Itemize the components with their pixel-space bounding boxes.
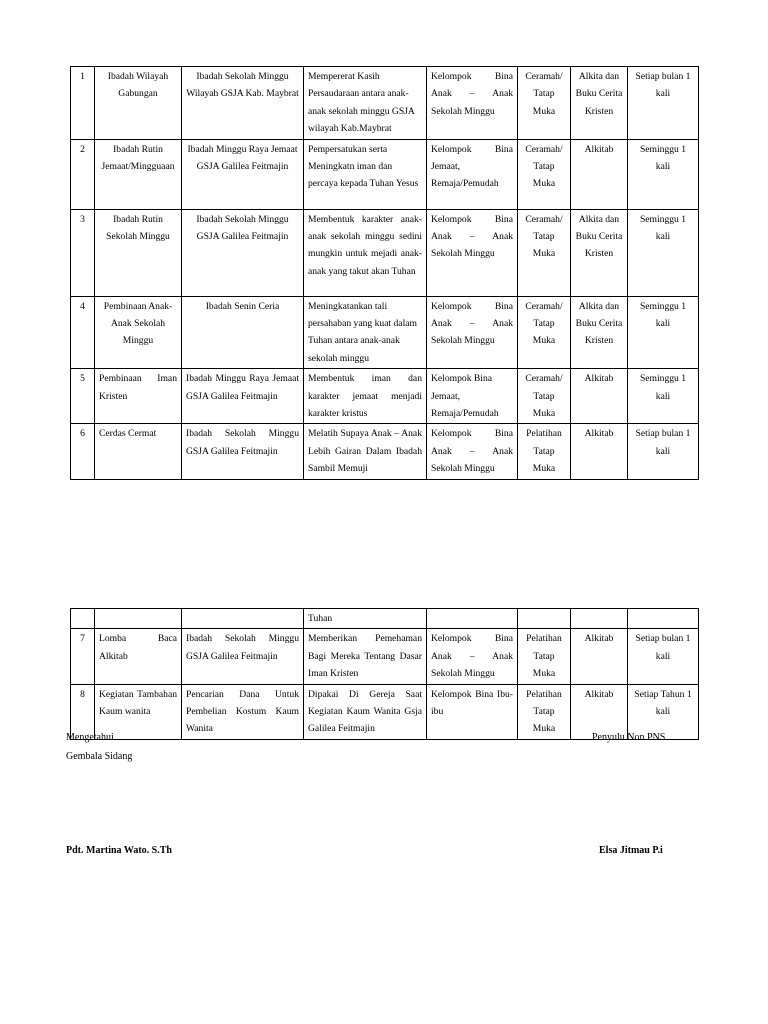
activity-name: Lomba Baca Alkitab (95, 629, 182, 684)
method: Pelatihan Tatap Muka (518, 424, 571, 479)
row-number: 4 (71, 296, 95, 369)
activity-goal: Dipakai Di Gereja Saat Kegiatan Kaum Wanita Gsja Galilea Feitmajin (304, 684, 427, 739)
method: Ceramah/ Tatap Muka (518, 369, 571, 424)
table-row (71, 209, 699, 296)
counselor-title: Penyulu Non PNS (592, 732, 666, 743)
row-number: 3 (71, 209, 95, 296)
table-row (71, 67, 699, 140)
media: Alkita dan Buku Cerita Kristen (571, 209, 628, 296)
activity-form: Pencarian Dana Untuk Pembelian Kostum Kaum Wanita (182, 684, 304, 739)
target-group: Kelompok Bina Anak – Anak Sekolah Minggu (427, 629, 518, 684)
media: Alkitab (571, 139, 628, 209)
activity-name: Pembinaan Iman Kristen (95, 369, 182, 424)
activity-goal: Meningkatankan tali persahaban yang kuat dalam Tuhan antara anak-anak sekolah minggu (304, 296, 427, 369)
row-number: 7 (71, 629, 95, 684)
activity-form: Ibadah Minggu Raya Jemaat GSJA Galilea Feitmajin (182, 139, 304, 209)
activity-goal: Melatih Supaya Anak – Anak Lebih Gairan Dalam Ibadah Sambil Memuji (304, 424, 427, 479)
target-group: Kelompok Bina Anak – Anak Sekolah Minggu (427, 67, 518, 140)
method: Ceramah/ Tatap Muka (518, 67, 571, 140)
activity-name: Ibadah Rutin Jemaat/Mingguaan (95, 139, 182, 209)
method: Ceramah/ Tatap Muka (518, 209, 571, 296)
target-group: Kelompok Bina Anak – Anak Sekolah Minggu (427, 209, 518, 296)
activity-goal: Membentuk karakter anak-anak sekolah minggu sedini mungkin untuk mejadi anak-anak yang takut akan Tuhan (304, 209, 427, 296)
row-number: 6 (71, 424, 95, 479)
table-row (71, 296, 699, 369)
target-group: Kelompok Bina Anak – Anak Sekolah Minggu (427, 296, 518, 369)
acknowledged-label: Mengetahui (66, 732, 114, 743)
counselor-name: Elsa Jitmau P.i (599, 845, 663, 856)
method: Ceramah/ Tatap Muka (518, 139, 571, 209)
activity-name: Ibadah Rutin Sekolah Minggu (95, 209, 182, 296)
activity-name: Cerdas Cermat (95, 424, 182, 479)
activity-name: Kegiatan Tambahan Kaum wanita (95, 684, 182, 739)
schedule: Seminggu 1 kali (628, 369, 699, 424)
program-table-part-1 (70, 66, 699, 480)
method: Pelatihan Tatap Muka (518, 684, 571, 739)
media: Alkitab (571, 369, 628, 424)
activity-form: Ibadah Senin Ceria (182, 296, 304, 369)
activity-goal-continued: Tuhan (304, 609, 427, 629)
pastor-title: Gembala Sidang (66, 751, 133, 762)
table-row (71, 424, 699, 479)
schedule: Setiap Tahun 1 kali (628, 684, 699, 739)
activity-form: Ibadah Sekolah Minggu GSJA Galilea Feitmajin (182, 424, 304, 479)
activity-form: Ibadah Minggu Raya Jemaat GSJA Galilea Feitmajin (182, 369, 304, 424)
media: Alkita dan Buku Cerita Kristen (571, 67, 628, 140)
media: Alkita dan Buku Cerita Kristen (571, 296, 628, 369)
schedule: Seminggu 1 kali (628, 139, 699, 209)
schedule: Setiap bulan 1 kali (628, 67, 699, 140)
activity-name: Ibadah Wilayah Gabungan (95, 67, 182, 140)
schedule: Setiap bulan 1 kali (628, 424, 699, 479)
row-number: 5 (71, 369, 95, 424)
media: Alkitab (571, 424, 628, 479)
pastor-name: Pdt. Martina Wato. S.Th (66, 845, 172, 856)
table-row (71, 369, 699, 424)
target-group: Kelompok Bina Ibu-ibu (427, 684, 518, 739)
activity-form: Ibadah Sekolah Minggu GSJA Galilea Feitmajin (182, 629, 304, 684)
activity-form: Ibadah Sekolah Minggu GSJA Galilea Feitmajin (182, 209, 304, 296)
activity-goal: Pempersatukan serta Meningkatn iman dan percaya kepada Tuhan Yesus (304, 139, 427, 209)
continuation-row (71, 609, 699, 629)
activity-name: Pembinaan Anak-Anak Sekolah Minggu (95, 296, 182, 369)
target-group: Kelompok Bina Jemaat, Remaja/Pemudah (427, 369, 518, 424)
method: Ceramah/ Tatap Muka (518, 296, 571, 369)
target-group: Kelompok Bina Anak – Anak Sekolah Minggu (427, 424, 518, 479)
schedule: Seminggu 1 kali (628, 296, 699, 369)
media: Alkitab (571, 629, 628, 684)
target-group: Kelompok Bina Jemaat, Remaja/Pemudah (427, 139, 518, 209)
table-row (71, 139, 699, 209)
activity-form: Ibadah Sekolah Minggu Wilayah GSJA Kab. Maybrat (182, 67, 304, 140)
activity-goal: Membentuk iman dan karakter jemaat menjadi karakter kristus (304, 369, 427, 424)
row-number: 8 (71, 684, 95, 739)
schedule: Setiap bulan 1 kali (628, 629, 699, 684)
media: Alkitab (571, 684, 628, 739)
row-number: 1 (71, 67, 95, 140)
method: Pelatihan Tatap Muka (518, 629, 571, 684)
activity-goal: Mempererat Kasih Persaudaraan antara anak-anak sekolah minggu GSJA wilayah Kab.Maybrat (304, 67, 427, 140)
activity-goal: Memberikan Pemehaman Bagi Mereka Tentang Dasar Iman Kristen (304, 629, 427, 684)
program-table-part-2 (70, 608, 699, 740)
table-row (71, 629, 699, 684)
row-number: 2 (71, 139, 95, 209)
schedule: Seminggu 1 kali (628, 209, 699, 296)
